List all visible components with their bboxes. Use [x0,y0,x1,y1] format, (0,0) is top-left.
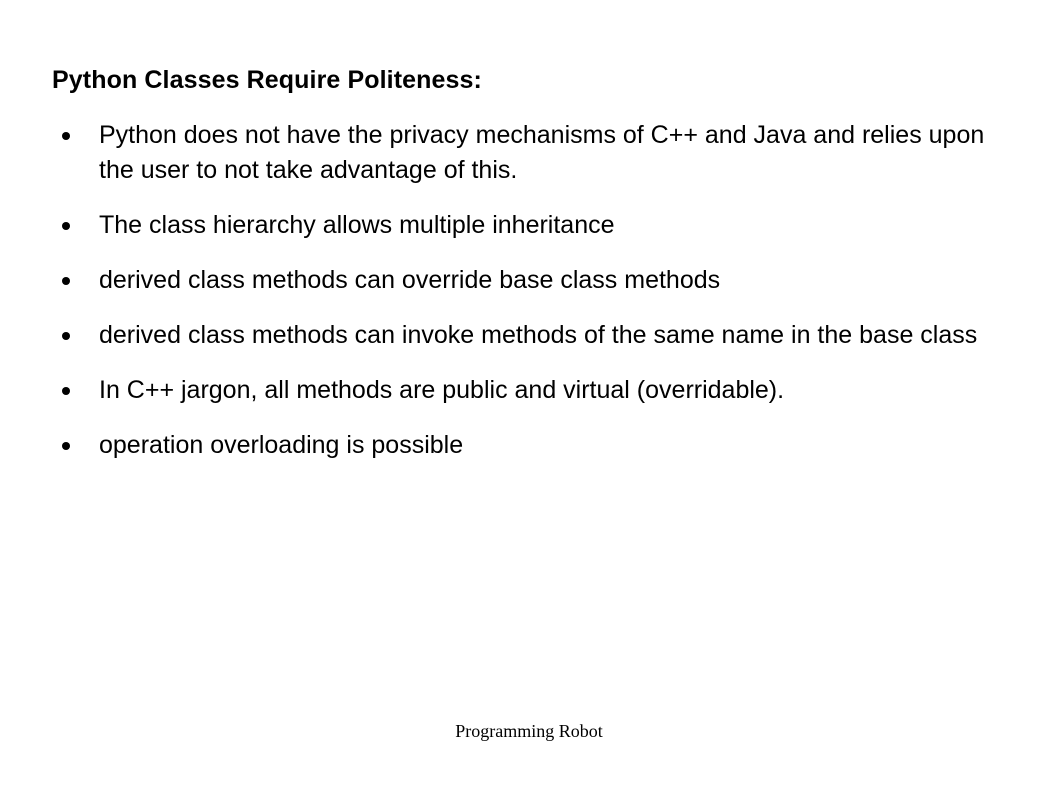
bullet-item [60,118,1000,188]
slide-footer: Programming Robot [455,721,603,741]
bullet-text: In C++ jargon, all methods are public and virtual (overridable). [99,376,785,404]
bullet-text: operation overloading is possible [99,431,464,459]
bullet-text: Python does not have the privacy mechanisms of C++ and Java and relies upon the user to not take advantage of this. [99,121,985,184]
bullet-dot-icon [62,332,70,340]
bullet-item [60,208,1000,243]
bullet-dot-icon [62,277,70,285]
bullet-dot-icon [62,132,70,140]
bullet-item [60,373,1000,408]
bullet-item [60,263,1000,298]
bullet-item [60,428,1000,463]
bullet-text: derived class methods can invoke methods of the same name in the base class [99,321,978,349]
slide-title: Python Classes Require Politeness: [52,66,482,94]
bullet-dot-icon [62,222,70,230]
bullet-list [60,118,1000,483]
bullet-text: The class hierarchy allows multiple inheritance [99,211,615,239]
bullet-dot-icon [62,387,70,395]
bullet-text: derived class methods can override base class methods [99,266,721,294]
bullet-dot-icon [62,442,70,450]
bullet-item [60,318,1000,353]
